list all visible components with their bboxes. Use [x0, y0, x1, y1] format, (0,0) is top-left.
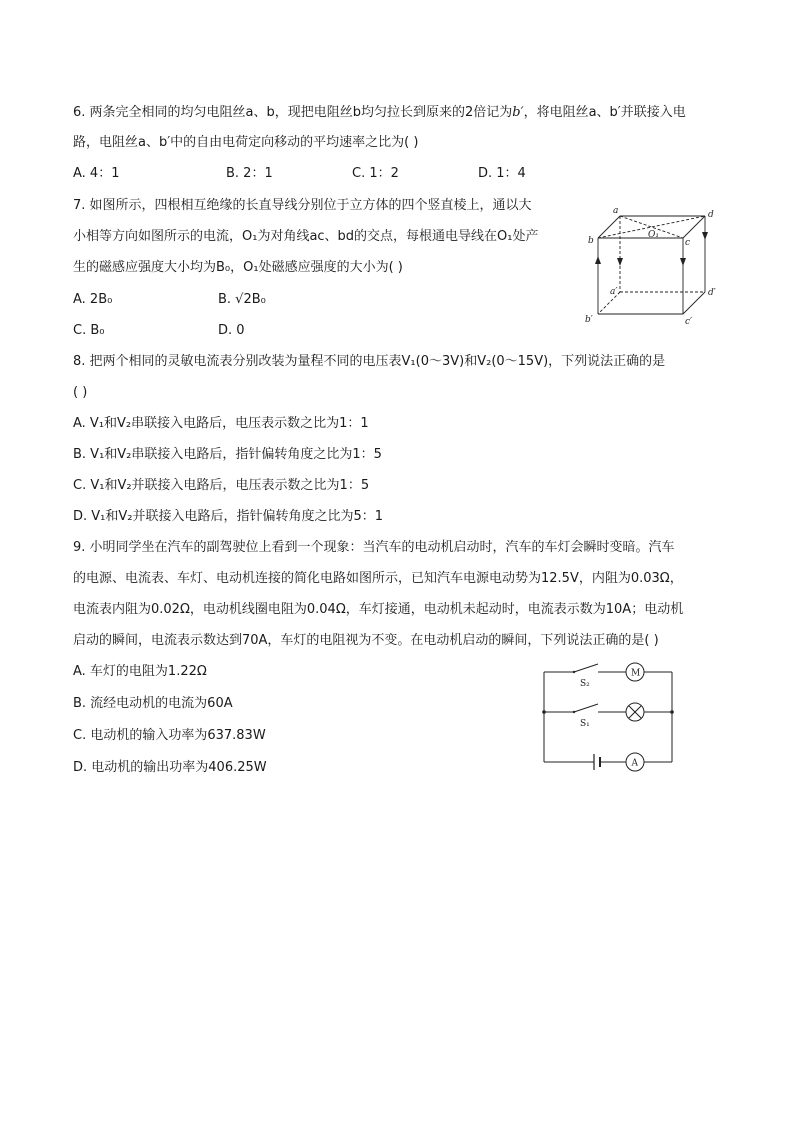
q9-stem-line3: 电流表内阻为0.02Ω，电动机线圈电阻为0.04Ω，车灯接通，电动机未起动时，电流表示数为10A；电动机 [73, 602, 684, 617]
cube-edge-top-right [683, 216, 705, 238]
junction-dot [670, 710, 674, 714]
cube-edge-top-left [598, 216, 620, 238]
q7-stem-line2: 小相等方向如图所示的电流，O₁为对角线ac、bd的交点，每根通电导线在O₁处产 [73, 229, 539, 244]
q6-stem-part1: 6. 两条完全相同的均匀电阻丝a、b，现把电阻丝b均匀拉长到原来的2倍记为 [73, 105, 513, 120]
label-b: b [588, 236, 594, 246]
junction-dot [542, 710, 546, 714]
q7-stem-line1: 7. 如图所示，四根相互绝缘的长直导线分别位于立方体的四个竖直棱上，通以大 [73, 198, 532, 213]
q9-stem-line2: 的电源、电流表、车灯、电动机连接的简化电路如图所示，已知汽车电源电动势为12.5V，内阻为0.03Ω， [73, 571, 683, 586]
q6-stem-part3: ，将电阻丝a、b′并联接入电 [523, 105, 686, 120]
label-c-prime: c′ [685, 317, 693, 327]
q6-stem-line1 [73, 103, 686, 123]
q8-option-b: B. V₁和V₂串联接入电路后，指针偏转角度之比为1：5 [73, 447, 382, 462]
cube-wire-figure [580, 200, 730, 340]
switch-s1 [574, 704, 598, 712]
q9-stem-line4: 启动的瞬间，电流表示数达到70A，车灯的电阻视为不变。在电动机启动的瞬间，下列说法正确的是( ) [73, 633, 659, 648]
q9-option-c: C. 电动机的输入功率为637.83W [73, 728, 266, 743]
switch-contact [573, 671, 575, 673]
q7-option-a: A. 2B₀ [73, 292, 113, 307]
label-s1: S₁ [580, 719, 590, 729]
label-a: a [613, 206, 619, 216]
circuit-figure [536, 656, 684, 774]
cube-edge-bottom-right [683, 292, 705, 314]
q6-stem-part2: b′ [512, 105, 524, 120]
q9-stem-line1: 9. 小明同学坐在汽车的副驾驶位上看到一个现象：当汽车的电动机启动时，汽车的车灯会瞬时变暗。汽车 [73, 540, 675, 555]
arrow-down-icon [680, 258, 686, 266]
switch-s2 [574, 664, 598, 672]
label-a-prime: a′ [610, 287, 618, 297]
q7-option-d: D. 0 [218, 323, 245, 338]
q8-option-d: D. V₁和V₂并联接入电路后，指针偏转角度之比为5：1 [73, 509, 384, 524]
q8-option-a: A. V₁和V₂串联接入电路后，电压表示数之比为1：1 [73, 416, 369, 431]
label-d-prime: d′ [708, 288, 716, 298]
arrow-up-icon [595, 256, 601, 264]
q8-stem-line1: 8. 把两个相同的灵敏电流表分别改装为量程不同的电压表V₁(0～3V)和V₂(0～15V)，下列说法正确的是 [73, 354, 666, 369]
label-o1: O₁ [648, 230, 659, 240]
q9-option-b: B. 流经电动机的电流为60A [73, 696, 233, 711]
q8-option-c: C. V₁和V₂并联接入电路后，电压表示数之比为1：5 [73, 478, 370, 493]
switch-contact [573, 711, 575, 713]
q6-stem-line2: 路，电阻丝a、b′中的自由电荷定向移动的平均速率之比为( ) [73, 135, 419, 150]
q6-option-d: D. 1：4 [478, 166, 526, 181]
label-c: c [685, 238, 691, 248]
label-d: d [708, 210, 714, 220]
q8-stem-line2: ( ) [73, 385, 88, 400]
label-ammeter: A [631, 758, 638, 769]
q6-option-c: C. 1：2 [352, 166, 399, 181]
q9-option-a: A. 车灯的电阻为1.22Ω [73, 664, 207, 679]
arrow-down-icon [702, 232, 708, 240]
q7-stem-line3: 生的磁感应强度大小均为B₀，O₁处磁感应强度的大小为( ) [73, 260, 403, 275]
label-motor: M [631, 668, 641, 679]
label-s2: S₂ [580, 679, 590, 689]
q7-option-b: B. √2B₀ [218, 292, 266, 307]
q6-option-b: B. 2：1 [226, 166, 273, 181]
q9-option-d: D. 电动机的输出功率为406.25W [73, 760, 267, 775]
arrow-down-icon [617, 258, 623, 266]
q7-option-c: C. B₀ [73, 323, 105, 338]
label-b-prime: b′ [585, 315, 593, 325]
q6-option-a: A. 4：1 [73, 166, 120, 181]
